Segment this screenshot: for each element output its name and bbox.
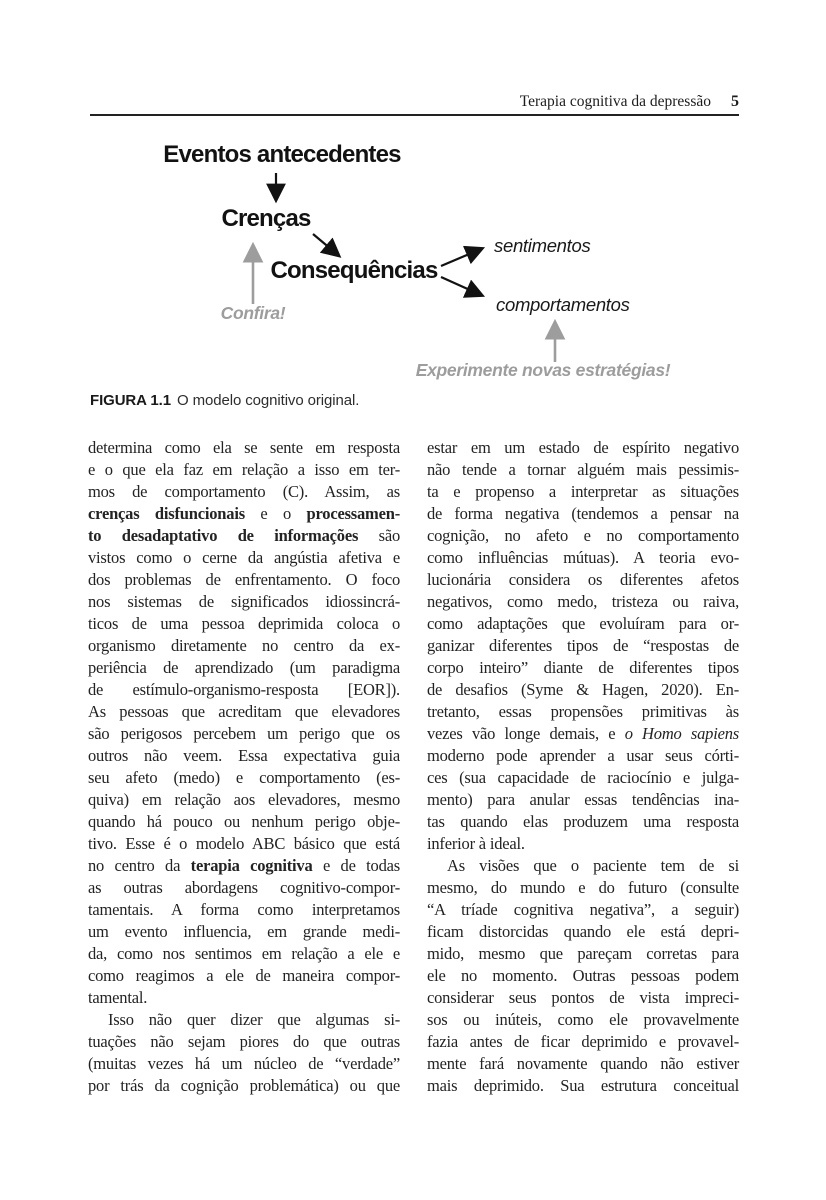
- text-line: Isso não quer dizer que algumas si-: [108, 1010, 400, 1029]
- text-line: vistos como o cerne da angústia afetiva e: [88, 548, 400, 567]
- node-beliefs: Crenças: [221, 205, 311, 232]
- text-line: quiva) em relação aos elevadores, mesmo: [88, 790, 400, 809]
- text-line: As visões que o paciente tem de si: [447, 856, 739, 875]
- text-line: as outras abordagens cognitivo-compor-: [88, 878, 400, 897]
- arrow-beliefs-to-consequences: [313, 234, 338, 255]
- text-line: como influências mútuas). A teoria evo-: [427, 548, 739, 567]
- text-line: ficam distorcidas quando ele está depri-: [427, 922, 739, 941]
- text-line: outros não veem. Essa expectativa guia: [88, 746, 400, 765]
- text-line: ele no momento. Outras pessoas podem: [427, 966, 739, 985]
- text-line: e o que ela faz em relação a isso em ter-: [88, 460, 400, 479]
- text-line: tuações não sejam piores do que outras: [88, 1032, 400, 1051]
- node-feelings: sentimentos: [494, 235, 591, 256]
- text-line: como adaptações que evoluíram para or-: [427, 614, 739, 633]
- diagram-arrows: [0, 0, 826, 400]
- body-column-right: [427, 437, 739, 1097]
- text-line: tamental.: [88, 988, 148, 1007]
- body-column-left: [88, 437, 400, 1097]
- text-line: nos sistemas de significados idiossincrá-: [88, 592, 400, 611]
- text-line: to desadaptativo de informações são: [88, 526, 400, 545]
- node-behaviors: comportamentos: [496, 294, 630, 315]
- text-line: mesmo, do mundo e do futuro (consulte: [427, 878, 739, 897]
- text-line: considerar seus pontos de vista impreci-: [427, 988, 739, 1007]
- figure-caption: [90, 392, 359, 409]
- text-line: mido, mesmo que pareçam corretas para: [427, 944, 739, 963]
- text-line: quando há pouco ou nenhum perigo obje-: [88, 812, 400, 831]
- text-line: tretanto, essas propensões primitivas às: [427, 702, 739, 721]
- text-line: As pessoas que acreditam que elevadores: [88, 702, 400, 721]
- text-line: tivo. Esse é o modelo ABC básico que está: [88, 834, 400, 853]
- text-line: ganizar diferentes tipos de “respostas de: [427, 636, 739, 655]
- text-line: de desafios (Syme & Hagen, 2020). En-: [427, 680, 739, 699]
- text-line: no centro da terapia cognitiva e de todas: [88, 856, 400, 875]
- text-line: mais deprimido. Sua estrutura conceitual: [427, 1076, 739, 1095]
- text-line: “A tríade cognitiva negativa”, a seguir): [427, 900, 739, 919]
- callout-try-strategies: Experimente novas estratégias!: [415, 360, 671, 380]
- text-line: organismo diretamente no centro da ex-: [88, 636, 400, 655]
- text-line: de forma negativa (tendemos a pensar na: [427, 504, 739, 523]
- text-line: periência de aprendizado (um paradigma: [88, 658, 400, 677]
- text-line: cognição, no afeto e no comportamento: [427, 526, 739, 545]
- text-line: um evento influencia, em grande medi-: [88, 922, 400, 941]
- text-line: corpo inteiro” diante de diferentes tipos: [427, 658, 739, 677]
- running-title: Terapia cognitiva da depressão: [519, 93, 711, 110]
- text-line: vezes vão longe demais, e o Homo sapiens: [427, 724, 739, 743]
- text-line: determina como ela se sente em resposta: [88, 438, 400, 457]
- text-line: crenças disfuncionais e o processamen-: [88, 504, 400, 523]
- text-line: mos de comportamento (C). Assim, as: [88, 482, 400, 501]
- text-line: moderno pode aprender a usar seus córti-: [427, 746, 739, 765]
- arrow-consequences-to-behaviors: [441, 277, 481, 295]
- text-line: lucionária considera os diferentes afetos: [427, 570, 739, 589]
- figure-caption-text: O modelo cognitivo original.: [176, 392, 360, 409]
- text-line: não tende a tornar alguém mais pessimis-: [427, 460, 739, 479]
- text-line: ticos de uma pessoa deprimida coloca o: [88, 614, 400, 633]
- text-line: sos ou inúteis, como ele provavelmente: [427, 1010, 739, 1029]
- text-line: são perigosos percebem um perigo que os: [88, 724, 400, 743]
- text-line: negativos, como medo, tristeza ou raiva,: [427, 592, 739, 611]
- text-line: tas quando elas produzem uma resposta: [427, 812, 739, 831]
- text-line: tamentais. A forma como interpretamos: [88, 900, 400, 919]
- arrow-consequences-to-feelings: [441, 249, 481, 266]
- figure-caption-label: FIGURA 1.1: [90, 392, 171, 409]
- text-line: como reagimos a ele de maneira compor-: [88, 966, 400, 985]
- text-line: por trás da cognição problemática) ou que: [88, 1076, 400, 1095]
- text-line: seu afeto (medo) e comportamento (es-: [88, 768, 400, 787]
- text-line: dos problemas de enfrentamento. O foco: [88, 570, 400, 589]
- text-line: mento) para anular essas tendências ina-: [427, 790, 739, 809]
- page-number: 5: [731, 93, 739, 110]
- text-line: da, como nos sentimos em relação a ele e: [88, 944, 400, 963]
- text-line: ces (sua capacidade de raciocínio e julga-: [427, 768, 739, 787]
- callout-check: Confira!: [220, 303, 286, 323]
- node-antecedent-events: Eventos antecedentes: [163, 141, 401, 168]
- text-line: de estímulo-organismo-resposta [EOR]).: [88, 680, 400, 699]
- text-line: mente fará novamente quando não estiver: [427, 1054, 739, 1073]
- node-consequences: Consequências: [270, 257, 438, 284]
- text-line: ta e propenso a interpretar as situações: [427, 482, 739, 501]
- text-line: inferior à ideal.: [427, 834, 525, 853]
- text-line: estar em um estado de espírito negativo: [427, 438, 739, 457]
- text-line: (muitas vezes há um núcleo de “verdade”: [88, 1054, 400, 1073]
- text-line: fazia antes de ficar deprimido e provavel-: [427, 1032, 739, 1051]
